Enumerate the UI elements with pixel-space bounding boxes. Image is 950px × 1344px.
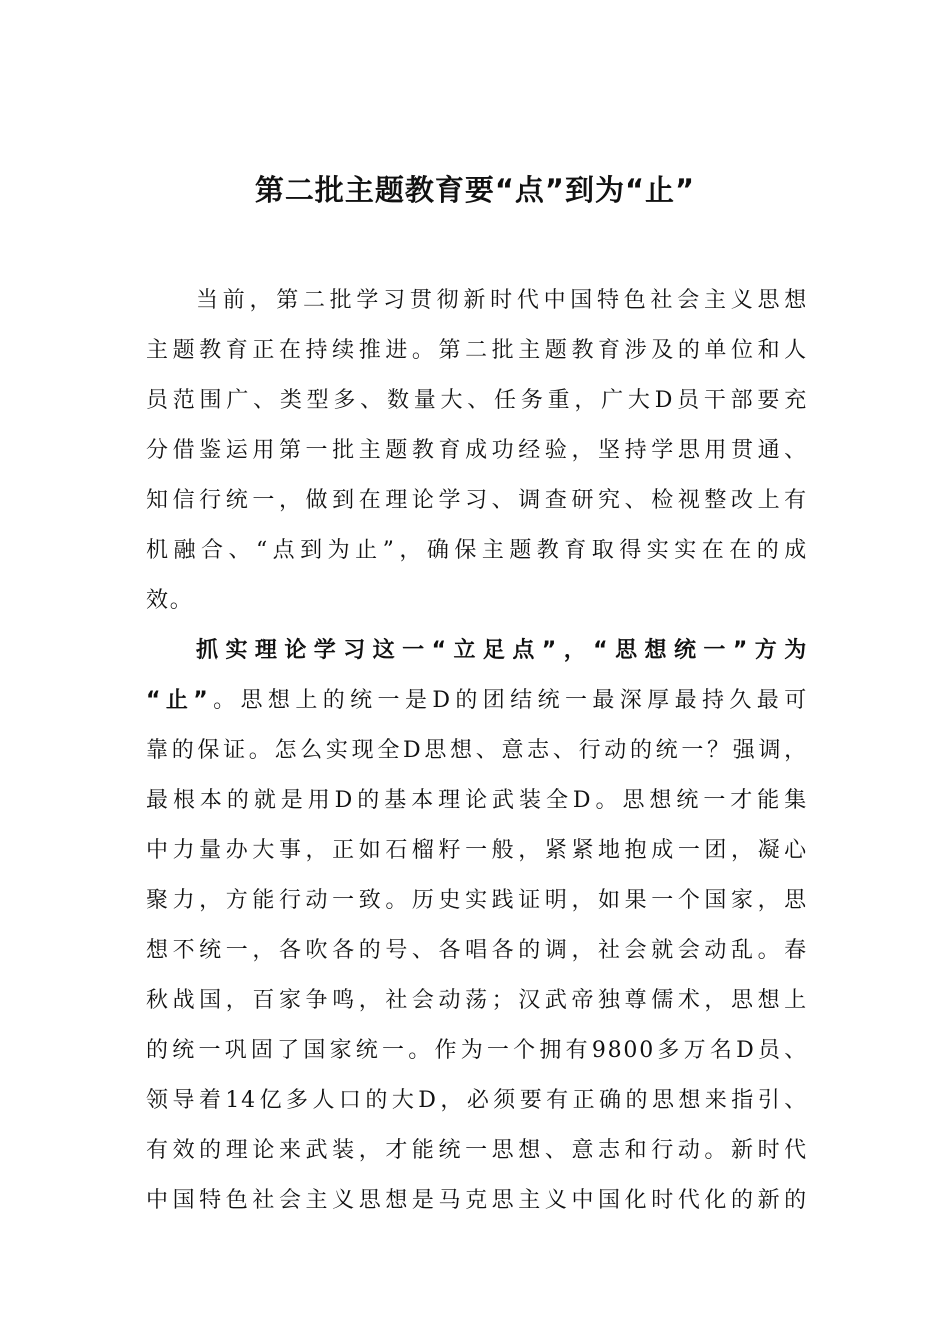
paragraph-2-line-12: 中国特色社会主义思想是马克思主义中国化时代化的新的 bbox=[146, 1188, 808, 1213]
paragraph-2-line-3: 靠的保证。怎么实现全D思想、意志、行动的统一？强调， bbox=[146, 738, 808, 763]
paragraph-2-heading-end: “止” bbox=[146, 688, 210, 713]
paragraph-1-line-3: 员范围广、类型多、数量大、任务重，广大D员干部要充 bbox=[146, 388, 808, 413]
paragraph-1-line-4: 分借鉴运用第一批主题教育成功经验，坚持学思用贯通、 bbox=[146, 438, 808, 463]
paragraph-2-line-4: 最根本的就是用D的基本理论武装全D。思想统一才能集 bbox=[146, 788, 808, 813]
paragraph-1-line-5: 知信行统一，做到在理论学习、调查研究、检视整改上有 bbox=[146, 488, 808, 513]
paragraph-2-line-2-text: 。思想上的统一是D的团结统一最深厚最持久最可 bbox=[209, 688, 808, 713]
paragraph-2-heading: 抓实理论学习这一“立足点”，“思想统一”方为 bbox=[196, 638, 808, 663]
paragraph-1-line-6: 机融合、“点到为止”，确保主题教育取得实实在在的成 bbox=[146, 538, 808, 563]
paragraph-2-line-8: 秋战国，百家争鸣，社会动荡；汉武帝独尊儒术，思想上 bbox=[146, 988, 808, 1013]
paragraph-2-line-7: 想不统一，各吹各的号、各唱各的调，社会就会动乱。春 bbox=[146, 938, 808, 963]
paragraph-2-line-6: 聚力，方能行动一致。历史实践证明，如果一个国家，思 bbox=[146, 888, 808, 913]
paragraph-1-line-2: 主题教育正在持续推进。第二批主题教育涉及的单位和人 bbox=[146, 338, 808, 363]
paragraph-1-line-1: 当前，第二批学习贯彻新时代中国特色社会主义思想 bbox=[196, 288, 808, 313]
paragraph-2-line-11: 有效的理论来武装，才能统一思想、意志和行动。新时代 bbox=[146, 1138, 808, 1163]
paragraph-2-line-10: 领导着14亿多人口的大D，必须要有正确的思想来指引、 bbox=[146, 1088, 808, 1113]
paragraph-2-line-5: 中力量办大事，正如石榴籽一般，紧紧地抱成一团，凝心 bbox=[146, 838, 808, 863]
paragraph-1-line-7: 效。 bbox=[146, 588, 194, 613]
paragraph-2-line-2 bbox=[146, 676, 808, 726]
document-title: 第二批主题教育要“点”到为“止” bbox=[254, 173, 696, 207]
paragraph-2-line-9: 的统一巩固了国家统一。作为一个拥有9800多万名D员、 bbox=[146, 1038, 808, 1063]
